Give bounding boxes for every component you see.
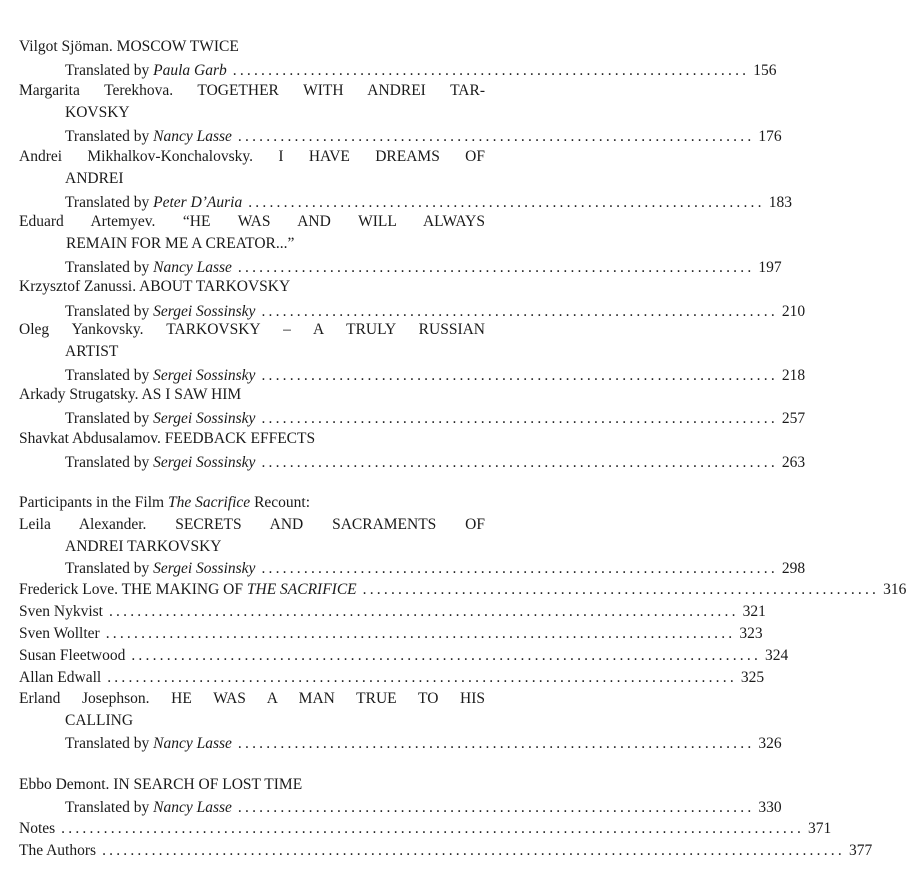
page-number: 156 [753,62,777,79]
entry-artemyev-translation[interactable]: Translated by Nancy Lasse ......................................................................... 197 [65,259,782,276]
dot-leader: ......................................................................... [248,194,765,211]
dot-leader: ......................................................................................................... [102,842,845,859]
translator-name: Nancy Lasse [153,128,232,145]
entry-demont-translation[interactable]: Translated by Nancy Lasse ......................................................................... 330 [65,799,782,816]
back-matter-label: Notes [19,820,56,837]
entry-love[interactable]: Frederick Love. THE MAKING OF THE SACRIFICE ......................................................................... 316 [19,581,906,598]
entry-zanussi-translation[interactable]: Translated by Sergei Sossinsky ......................................................................... 210 [65,303,806,320]
entry-authors[interactable] [19,841,873,861]
entry-edwall[interactable] [19,668,765,688]
page-number: 321 [742,603,766,620]
dot-leader: ......................................................................... [232,62,750,79]
page-number: 263 [781,454,806,471]
page-number: 176 [758,128,782,145]
translator-name: Paula Garb [153,62,227,79]
translator-name: Peter D’Auria [153,194,243,211]
entry-josephson-heading: Erland Josephson. HE WAS A MAN TRUE TO HIS [19,690,485,707]
entry-yankovsky-heading-cont: ARTIST [65,343,119,360]
entry-yankovsky-translation[interactable]: Translated by Sergei Sossinsky ......................................................................... 218 [65,367,806,384]
page-number: 330 [758,799,782,816]
entry-strugatsky-heading: Arkady Strugatsky. AS I SAW HIM [19,386,242,403]
entry-alexander-heading: Leila Alexander. SECRETS AND SACRAMENTS OF [19,516,485,533]
entry-terekhova-translation[interactable]: Translated by Nancy Lasse ......................................................................... 176 [65,128,782,145]
page-number: 298 [781,560,806,577]
dot-leader: ......................................................................... [261,454,778,471]
translator-name: Nancy Lasse [153,259,232,276]
dot-leader: ......................................................................... [362,581,880,598]
entry-josephson-heading-cont: CALLING [65,712,134,729]
film-title: The Sacrifice [167,494,251,511]
entry-fleetwood[interactable] [19,646,789,666]
entry-strugatsky-translation[interactable]: Translated by Sergei Sossinsky ......................................................................... 257 [65,410,806,427]
entry-sjoman-translation[interactable]: Translated by Paula Garb ......................................................................... 156 [65,62,777,79]
entry-abdusalamov-translation[interactable]: Translated by Sergei Sossinsky ......................................................................... 263 [65,454,806,471]
page-number: 324 [765,647,789,664]
entry-demont-heading: Ebbo Demont. IN SEARCH OF LOST TIME [19,776,303,793]
author-name: Vilgot Sjöman. [19,38,113,55]
translator-name: Sergei Sossinsky [153,454,256,471]
entry-artemyev-heading-cont: REMAIN FOR ME A CREATOR...” [66,235,295,252]
dot-leader: ......................................................................... [237,799,755,816]
page-number: 323 [739,625,763,642]
section-heading: Participants in the Film The Sacrifice Recount: [19,494,311,511]
dot-leader: ......................................................................... [237,128,755,145]
translator-name: Sergei Sossinsky [153,560,256,577]
person-name: Susan Fleetwood [19,647,126,664]
page-number: 377 [848,842,873,859]
person-name: Allan Edwall [19,669,102,686]
dot-leader: ......................................................................................... [108,603,739,620]
entry-yankovsky-heading: Oleg Yankovsky. TARKOVSKY – A TRULY RUSSIAN [19,321,485,338]
entry-zanussi-heading: Krzysztof Zanussi. ABOUT TARKOVSKY [19,278,291,295]
entry-konchalovsky-translation[interactable]: Translated by Peter D’Auria ......................................................................... 183 [65,194,792,211]
dot-leader: ......................................................................... [237,259,755,276]
translator-name: Sergei Sossinsky [153,410,256,427]
translator-name: Nancy Lasse [153,735,232,752]
back-matter-label: The Authors [19,842,97,859]
page-number: 197 [758,259,782,276]
page-number: 218 [781,367,806,384]
entry-terekhova-heading: Margarita Terekhova. TOGETHER WITH ANDREI TAR- [19,82,485,99]
entry-artemyev-heading: Eduard Artemyev. “HE WAS AND WILL ALWAYS [19,213,485,230]
translator-name: Sergei Sossinsky [153,303,256,320]
page-number: 326 [758,735,782,752]
entry-nykvist[interactable] [19,602,766,622]
translator-name: Sergei Sossinsky [153,367,256,384]
entry-notes[interactable] [19,819,832,839]
page-number: 183 [768,194,792,211]
essay-title: MOSCOW TWICE [116,38,239,55]
entry-terekhova-heading-cont: KOVSKY [65,104,130,121]
page-number: 371 [808,820,832,837]
film-title: THE SACRIFICE [246,581,357,598]
dot-leader: ......................................................................................................... [61,820,805,837]
dot-leader: ......................................................................................... [131,647,762,664]
dot-leader: ......................................................................... [261,303,778,320]
page-number: 325 [740,669,765,686]
entry-konchalovsky-heading-cont: ANDREI [65,170,124,187]
dot-leader: ......................................................................... [237,735,755,752]
dot-leader: ......................................................................................... [105,625,736,642]
translator-name: Nancy Lasse [153,799,232,816]
entry-alexander-heading-cont: ANDREI TARKOVSKY [65,538,222,555]
page-number: 316 [883,581,906,598]
dot-leader: ......................................................................................... [107,669,737,686]
entry-wollter[interactable] [19,624,763,644]
dot-leader: ......................................................................... [261,367,778,384]
page-number: 257 [781,410,806,427]
entry-josephson-translation[interactable]: Translated by Nancy Lasse ......................................................................... 326 [65,735,782,752]
dot-leader: ......................................................................... [261,560,778,577]
entry-sjoman-heading [19,37,239,57]
entry-abdusalamov-heading: Shavkat Abdusalamov. FEEDBACK EFFECTS [19,430,316,447]
entry-konchalovsky-heading: Andrei Mikhalkov-Konchalovsky. I HAVE DREAMS OF [19,148,485,165]
person-name: Sven Wollter [19,625,100,642]
person-name: Sven Nykvist [19,603,103,620]
page-number: 210 [781,303,806,320]
entry-alexander-translation[interactable]: Translated by Sergei Sossinsky ......................................................................... 298 [65,560,806,577]
dot-leader: ......................................................................... [261,410,778,427]
